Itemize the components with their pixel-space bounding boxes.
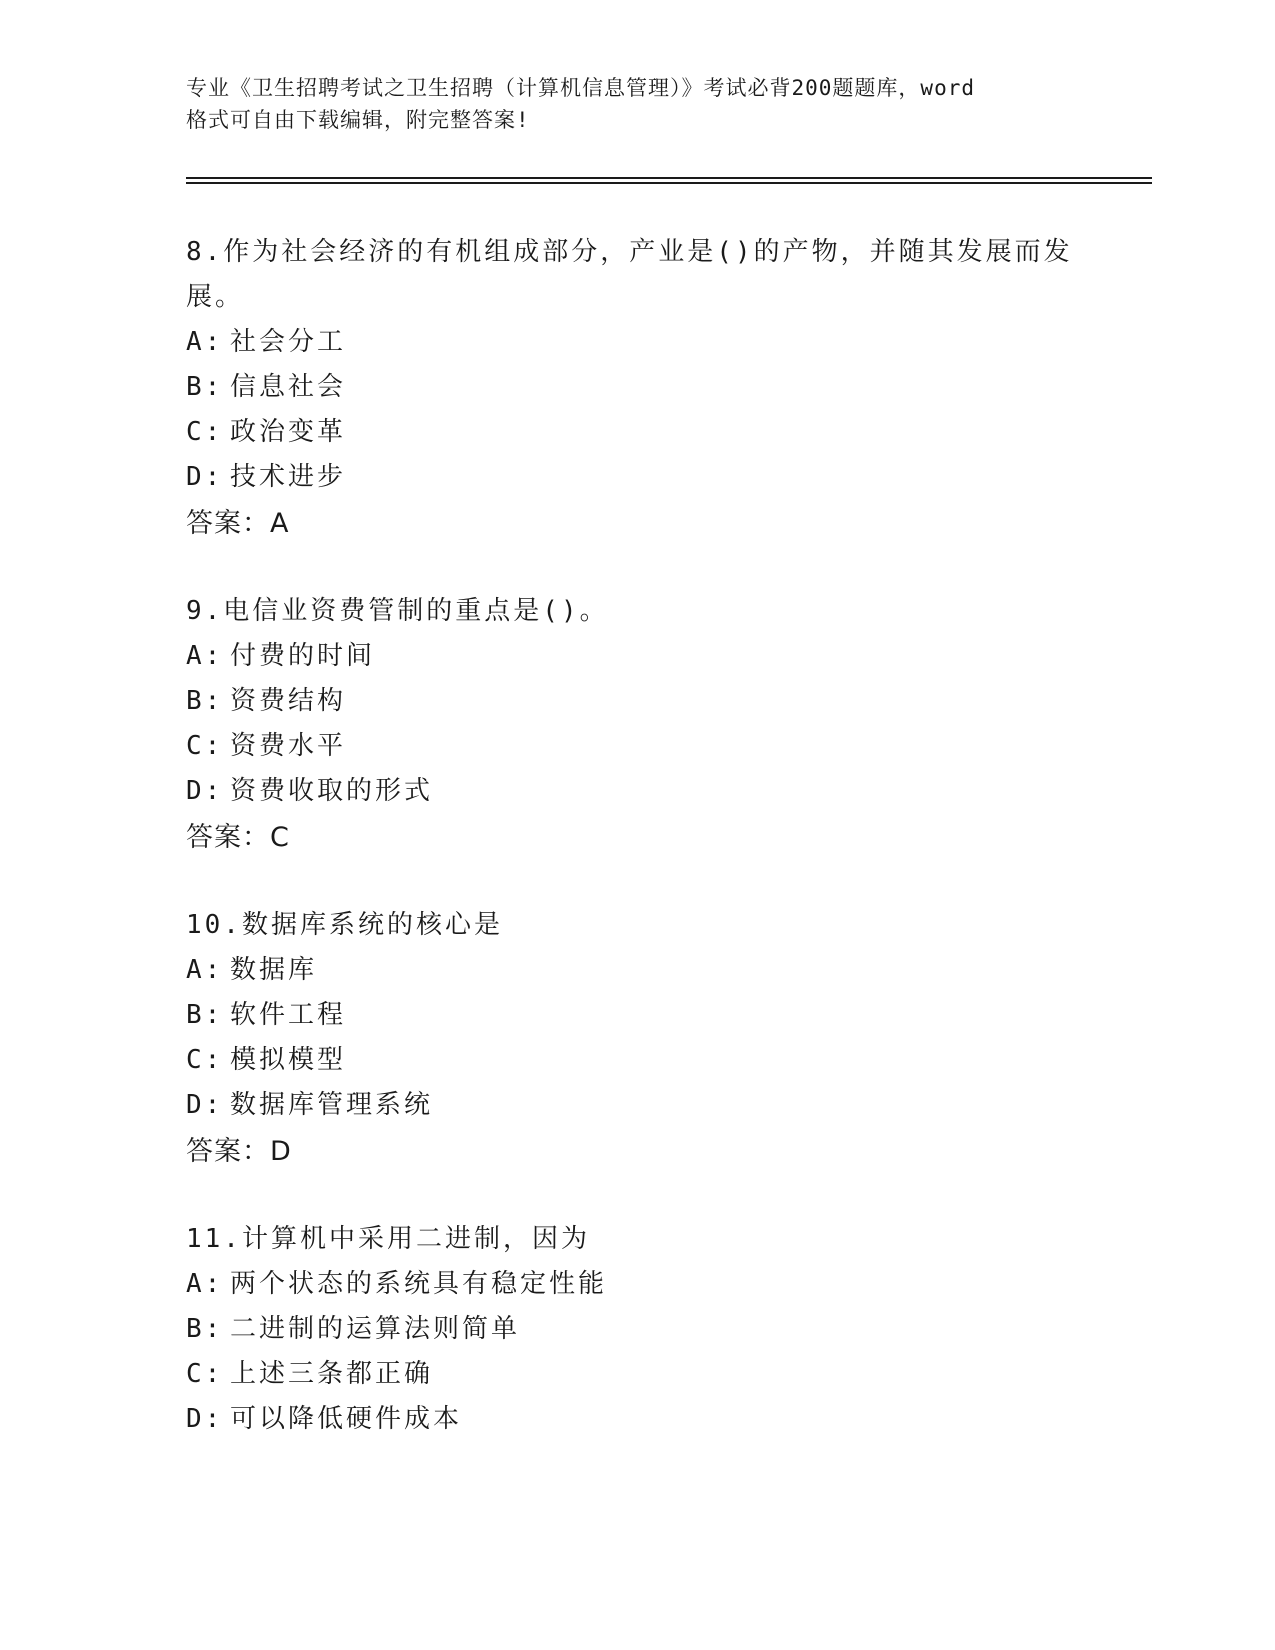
answer-label: 答案：C <box>186 822 290 853</box>
option-letter: D: <box>186 1090 224 1120</box>
option-letter: B: <box>186 1000 224 1030</box>
option-b <box>186 993 1086 1038</box>
header-line-1: 专业《卫生招聘考试之卫生招聘（计算机信息管理）》考试必背200题题库，word <box>186 76 975 100</box>
option-c <box>186 410 1086 455</box>
question-stem-continued: 展。 <box>186 282 245 312</box>
option-letter: A: <box>186 641 224 671</box>
option-text: 软件工程 <box>230 1000 347 1030</box>
option-text: 模拟模型 <box>230 1045 347 1075</box>
option-text: 资费结构 <box>230 686 347 716</box>
option-letter: B: <box>186 372 224 402</box>
option-a <box>186 320 1086 365</box>
option-letter: C: <box>186 417 224 447</box>
option-a <box>186 634 1086 679</box>
option-d <box>186 1397 1086 1442</box>
option-text: 社会分工 <box>230 327 347 357</box>
option-letter: A: <box>186 327 224 357</box>
option-d <box>186 1083 1086 1128</box>
option-a <box>186 948 1086 993</box>
option-text: 资费水平 <box>230 731 347 761</box>
option-letter: C: <box>186 731 224 761</box>
option-letter: C: <box>186 1359 224 1389</box>
answer-label: 答案：D <box>186 1136 292 1167</box>
question-stem: 11.计算机中采用二进制，因为 <box>186 1224 590 1254</box>
option-b <box>186 365 1086 410</box>
document-header <box>186 72 1086 136</box>
option-letter: A: <box>186 1269 224 1299</box>
option-c <box>186 1038 1086 1083</box>
option-letter: D: <box>186 462 224 492</box>
option-text: 政治变革 <box>230 417 347 447</box>
option-text: 可以降低硬件成本 <box>230 1404 463 1434</box>
option-text: 数据库管理系统 <box>230 1090 434 1120</box>
option-d <box>186 769 1086 814</box>
option-letter: D: <box>186 1404 224 1434</box>
option-text: 两个状态的系统具有稳定性能 <box>230 1269 608 1299</box>
option-letter: D: <box>186 776 224 806</box>
question-stem: 9.电信业资费管制的重点是()。 <box>186 596 609 626</box>
option-text: 信息社会 <box>230 372 347 402</box>
option-text: 数据库 <box>230 955 318 985</box>
option-letter: C: <box>186 1045 224 1075</box>
option-letter: B: <box>186 1314 224 1344</box>
answer-label: 答案：A <box>186 508 290 539</box>
question-8 <box>186 230 1086 547</box>
header-line-2: 格式可自由下载编辑，附完整答案! <box>186 108 530 132</box>
option-text: 技术进步 <box>230 462 347 492</box>
question-9 <box>186 589 1086 861</box>
question-stem: 10.数据库系统的核心是 <box>186 910 503 940</box>
option-text: 上述三条都正确 <box>230 1359 434 1389</box>
option-d <box>186 455 1086 500</box>
option-letter: B: <box>186 686 224 716</box>
option-a <box>186 1262 1086 1307</box>
header-divider-bottom <box>186 182 1152 184</box>
header-divider-top <box>186 177 1152 179</box>
option-b <box>186 679 1086 724</box>
question-stem: 8.作为社会经济的有机组成部分，产业是()的产物，并随其发展而发 <box>186 237 1073 267</box>
option-letter: A: <box>186 955 224 985</box>
question-11 <box>186 1217 1086 1442</box>
question-list <box>186 230 1086 1484</box>
option-b <box>186 1307 1086 1352</box>
option-c <box>186 724 1086 769</box>
option-c <box>186 1352 1086 1397</box>
option-text: 付费的时间 <box>230 641 376 671</box>
option-text: 二进制的运算法则简单 <box>230 1314 521 1344</box>
question-10 <box>186 903 1086 1175</box>
option-text: 资费收取的形式 <box>230 776 434 806</box>
